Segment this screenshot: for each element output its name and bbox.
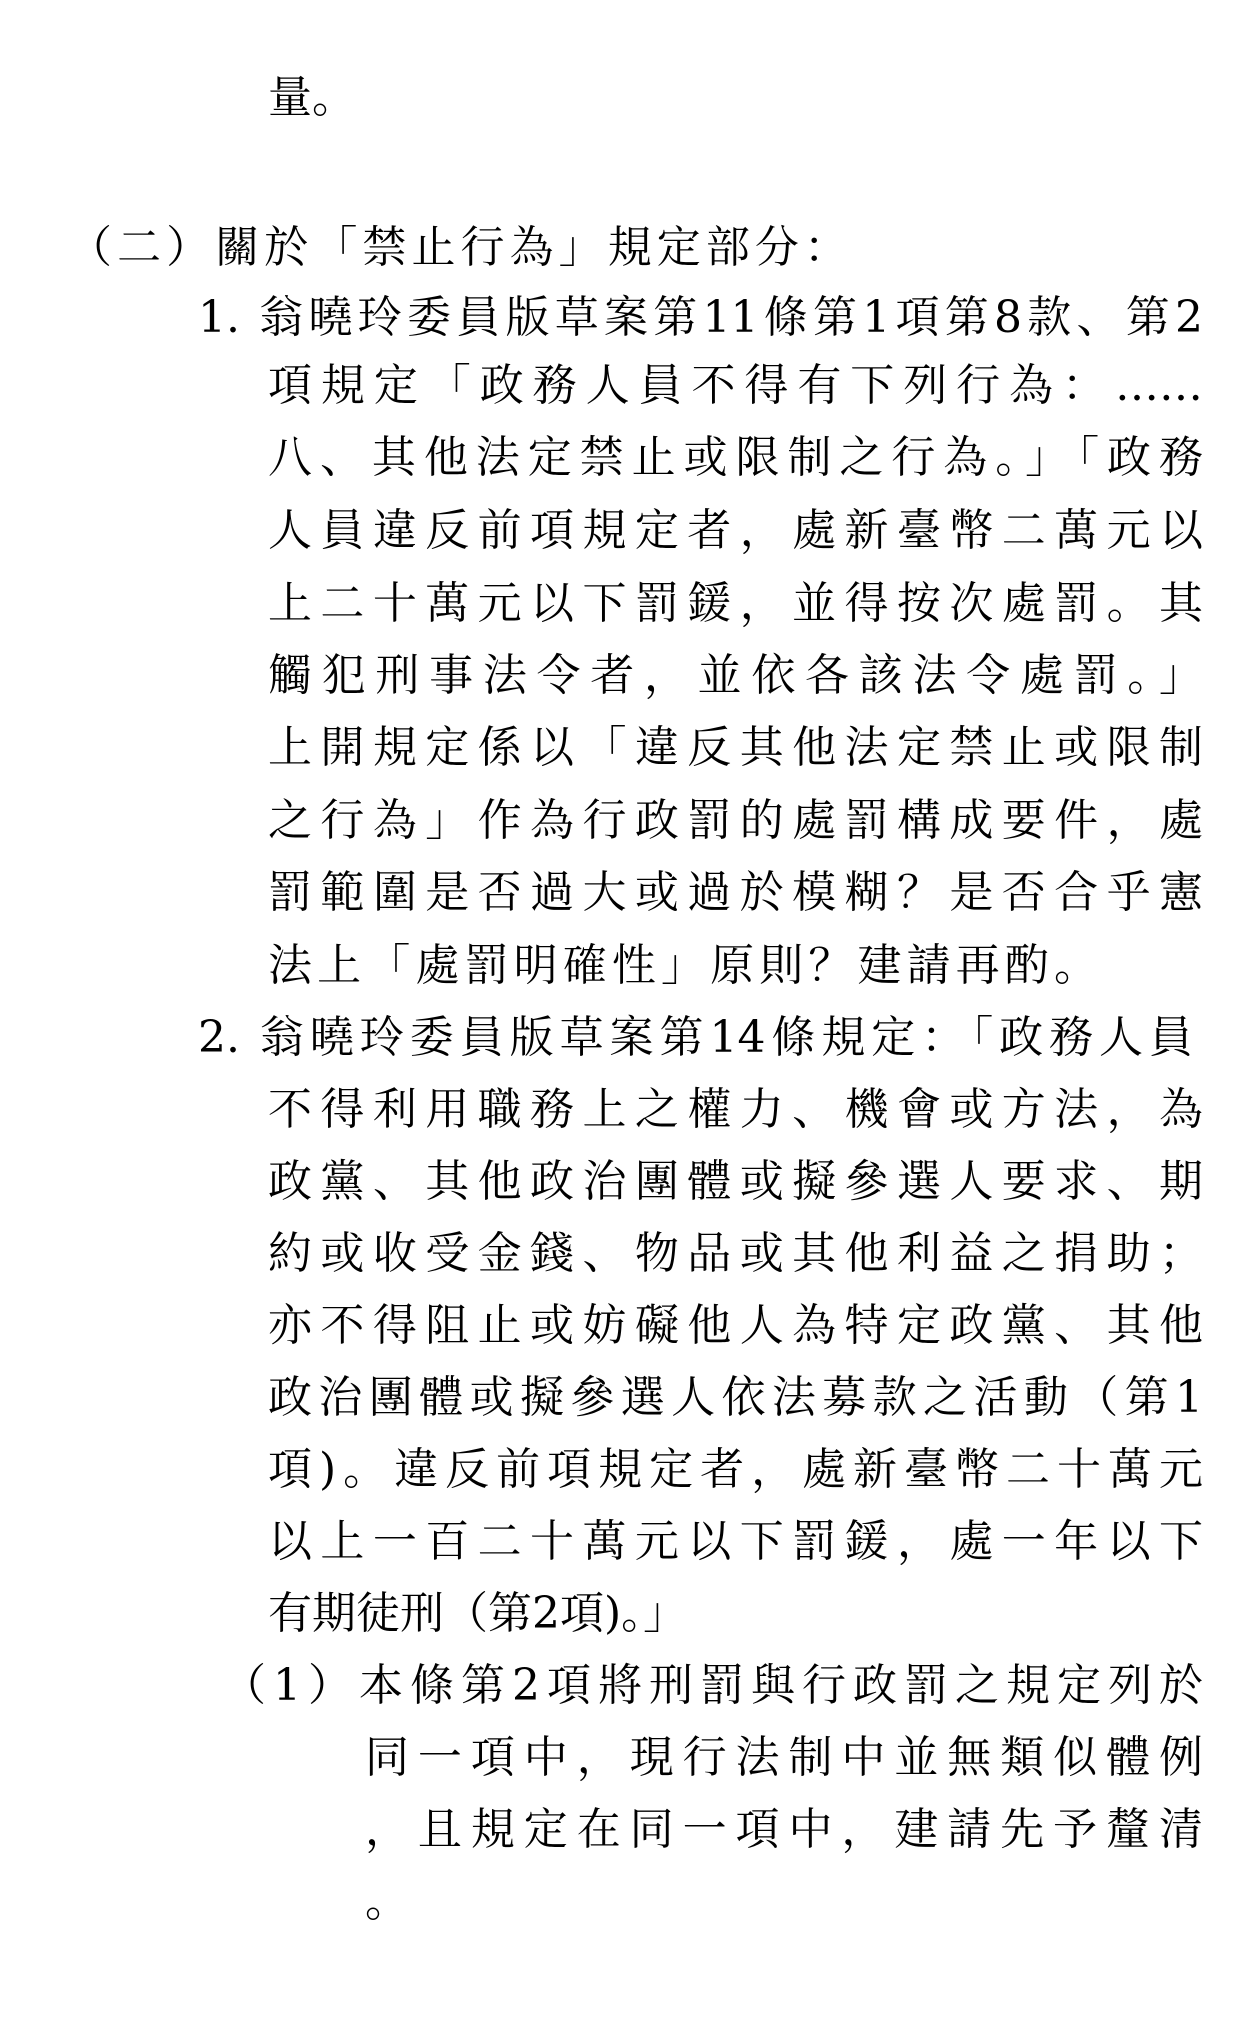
sub1-line-4: 。 xyxy=(365,1876,409,1927)
item2-line-6: 政治團體或擬參選人依法募款之活動（第1 xyxy=(268,1372,1203,1423)
item2-line-2: 不得利用職務上之權力、機會或方法，為 xyxy=(268,1084,1203,1135)
item2-line-5: 亦不得阻止或妨礙他人為特定政黨、其他 xyxy=(268,1300,1203,1351)
item2-line-8: 以上一百二十萬元以下罰鍰，處一年以下 xyxy=(268,1516,1203,1567)
item1-line-7: 上開規定係以「違反其他法定禁止或限制 xyxy=(268,722,1203,773)
sub1-line-1: （1）本條第2項將刑罰與行政罰之規定列於 xyxy=(222,1660,1203,1711)
item2-line-7: 項)。違反前項規定者，處新臺幣二十萬元 xyxy=(268,1444,1203,1495)
item1-line-9: 罰範圍是否過大或過於模糊？是否合乎憲 xyxy=(268,867,1203,918)
continuation-text: 量。 xyxy=(268,72,356,123)
item1-line-8: 之行為」作為行政罰的處罰構成要件，處 xyxy=(268,795,1203,846)
item2-line-3: 政黨、其他政治團體或擬參選人要求、期 xyxy=(268,1156,1203,1207)
item1-line-5: 上二十萬元以下罰鍰，並得按次處罰。其 xyxy=(268,578,1203,629)
item1-line-6: 觸犯刑事法令者，並依各該法令處罰。」 xyxy=(268,650,1203,701)
item1-line-2: 項規定「政務人員不得有下列行為：…… xyxy=(268,360,1203,411)
sub1-line-2: 同一項中，現行法制中並無類似體例 xyxy=(365,1732,1203,1783)
item1-line-1: 1. 翁曉玲委員版草案第11條第1項第8款、第2 xyxy=(198,292,1203,343)
item2-line-1: 2. 翁曉玲委員版草案第14條規定：「政務人員 xyxy=(198,1012,1193,1063)
section-heading: （二）關於「禁止行為」規定部分： xyxy=(68,222,848,273)
item1-line-10: 法上「處罰明確性」原則？建請再酌。 xyxy=(268,940,1098,991)
sub1-line-3: ，且規定在同一項中，建請先予釐清 xyxy=(365,1804,1203,1855)
item2-line-4: 約或收受金錢、物品或其他利益之捐助； xyxy=(268,1228,1203,1279)
item1-line-3: 八、其他法定禁止或限制之行為。」「政務 xyxy=(268,432,1203,483)
item2-line-9: 有期徒刑（第2項)。」 xyxy=(268,1588,688,1639)
item1-line-4: 人員違反前項規定者，處新臺幣二萬元以 xyxy=(268,505,1203,556)
